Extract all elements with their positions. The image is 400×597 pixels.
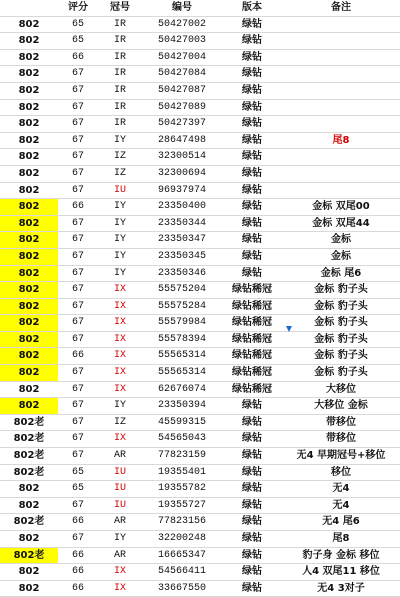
- cell-number[interactable]: 23350347: [142, 232, 222, 249]
- cell-model[interactable]: 802: [0, 348, 58, 365]
- cell-version[interactable]: 绿钻: [222, 514, 282, 531]
- cell-number[interactable]: 55579984: [142, 315, 222, 332]
- cell-number[interactable]: 23350400: [142, 199, 222, 216]
- cell-score[interactable]: 67: [58, 265, 98, 282]
- cell-score[interactable]: 67: [58, 331, 98, 348]
- cell-version[interactable]: 绿钻: [222, 49, 282, 66]
- cell-note[interactable]: 豹子身 金标 移位: [282, 547, 400, 564]
- cell-model[interactable]: 802: [0, 531, 58, 548]
- table-row: [0, 66, 400, 83]
- cell-number[interactable]: 23350394: [142, 398, 222, 415]
- table-row: [0, 315, 400, 332]
- cell-model[interactable]: 802: [0, 381, 58, 398]
- cell-crown[interactable]: IY: [98, 215, 142, 232]
- cell-score[interactable]: 65: [58, 16, 98, 33]
- cell-version[interactable]: 绿钻: [222, 431, 282, 448]
- cell-model[interactable]: 802: [0, 265, 58, 282]
- cell-score[interactable]: 65: [58, 33, 98, 50]
- table-row: [0, 398, 400, 415]
- cell-score[interactable]: 67: [58, 99, 98, 116]
- cell-number[interactable]: 50427003: [142, 33, 222, 50]
- cell-note[interactable]: 金标 豹子头: [282, 282, 400, 299]
- cell-note[interactable]: 金标 豹子头: [282, 365, 400, 382]
- table-row: [0, 99, 400, 116]
- cell-version[interactable]: 绿钻: [222, 199, 282, 216]
- cell-model[interactable]: 802: [0, 82, 58, 99]
- table-row: [0, 348, 400, 365]
- cell-note[interactable]: [282, 49, 400, 66]
- cell-note[interactable]: [282, 82, 400, 99]
- column-header-number[interactable]: 编号: [142, 0, 222, 16]
- cell-number[interactable]: 23350346: [142, 265, 222, 282]
- cell-note[interactable]: [282, 33, 400, 50]
- cell-version[interactable]: 绿钻稀冠: [222, 298, 282, 315]
- table-row: [0, 414, 400, 431]
- cell-score[interactable]: 67: [58, 414, 98, 431]
- cell-score[interactable]: 67: [58, 448, 98, 465]
- table-row: [0, 464, 400, 481]
- cell-note[interactable]: [282, 116, 400, 133]
- cell-score[interactable]: 66: [58, 348, 98, 365]
- cell-number[interactable]: 96937974: [142, 182, 222, 199]
- cell-score[interactable]: 67: [58, 232, 98, 249]
- column-header-model[interactable]: [0, 0, 58, 16]
- cell-model[interactable]: 802: [0, 33, 58, 50]
- cell-model[interactable]: 802: [0, 365, 58, 382]
- cell-note[interactable]: 金标 豹子头: [282, 331, 400, 348]
- cell-number[interactable]: 45599315: [142, 414, 222, 431]
- cell-note[interactable]: 移位: [282, 464, 400, 481]
- cell-model[interactable]: 802: [0, 232, 58, 249]
- cell-note[interactable]: 无4 3对子: [282, 580, 400, 597]
- table-row: [0, 282, 400, 299]
- cell-score[interactable]: 67: [58, 165, 98, 182]
- cell-version[interactable]: 绿钻: [222, 481, 282, 498]
- cell-crown[interactable]: IY: [98, 398, 142, 415]
- cell-version[interactable]: 绿钻: [222, 547, 282, 564]
- cell-version[interactable]: 绿钻: [222, 564, 282, 581]
- cell-model[interactable]: 802: [0, 132, 58, 149]
- cell-model[interactable]: 802: [0, 182, 58, 199]
- cell-number[interactable]: 50427087: [142, 82, 222, 99]
- cell-score[interactable]: 67: [58, 398, 98, 415]
- cell-version[interactable]: 绿钻: [222, 215, 282, 232]
- cell-crown[interactable]: IU: [98, 481, 142, 498]
- cell-crown[interactable]: IZ: [98, 414, 142, 431]
- cell-note[interactable]: 金标 尾6: [282, 265, 400, 282]
- table-body: [0, 16, 400, 597]
- cell-model[interactable]: 802老: [0, 547, 58, 564]
- cell-score[interactable]: 67: [58, 365, 98, 382]
- cell-model[interactable]: 802: [0, 580, 58, 597]
- cell-note[interactable]: 尾8: [282, 132, 400, 149]
- cell-version[interactable]: 绿钻稀冠: [222, 315, 282, 332]
- table-row: [0, 33, 400, 50]
- cell-note[interactable]: 金标: [282, 232, 400, 249]
- cell-crown[interactable]: IX: [98, 580, 142, 597]
- cell-crown[interactable]: IX: [98, 331, 142, 348]
- cell-score[interactable]: 67: [58, 381, 98, 398]
- cell-crown[interactable]: IX: [98, 282, 142, 299]
- cell-version[interactable]: 绿钻稀冠: [222, 381, 282, 398]
- cell-version[interactable]: 绿钻: [222, 448, 282, 465]
- cell-crown[interactable]: IR: [98, 66, 142, 83]
- cell-score[interactable]: 66: [58, 199, 98, 216]
- cell-crown[interactable]: IR: [98, 82, 142, 99]
- table-row: [0, 497, 400, 514]
- cell-note[interactable]: 大移位: [282, 381, 400, 398]
- cell-note[interactable]: [282, 182, 400, 199]
- table-row: [0, 481, 400, 498]
- cell-crown[interactable]: IZ: [98, 165, 142, 182]
- cell-score[interactable]: 66: [58, 547, 98, 564]
- cell-version[interactable]: 绿钻: [222, 182, 282, 199]
- cell-version[interactable]: 绿钻: [222, 33, 282, 50]
- cell-crown[interactable]: AR: [98, 448, 142, 465]
- cell-score[interactable]: 67: [58, 282, 98, 299]
- cell-version[interactable]: 绿钻: [222, 82, 282, 99]
- cell-number[interactable]: 32300514: [142, 149, 222, 166]
- cell-score[interactable]: 67: [58, 298, 98, 315]
- cell-crown[interactable]: IR: [98, 33, 142, 50]
- cell-number[interactable]: 55565314: [142, 348, 222, 365]
- cell-model[interactable]: 802: [0, 66, 58, 83]
- table-row: [0, 547, 400, 564]
- cell-crown[interactable]: IX: [98, 564, 142, 581]
- cell-version[interactable]: 绿钻: [222, 149, 282, 166]
- cell-crown[interactable]: IR: [98, 116, 142, 133]
- table-row: [0, 149, 400, 166]
- cell-crown[interactable]: IY: [98, 199, 142, 216]
- cell-number[interactable]: 55575284: [142, 298, 222, 315]
- cell-version[interactable]: 绿钻: [222, 531, 282, 548]
- cell-note[interactable]: [282, 165, 400, 182]
- cell-note[interactable]: 金标: [282, 248, 400, 265]
- table-row: [0, 365, 400, 382]
- cell-version[interactable]: 绿钻: [222, 248, 282, 265]
- cell-number[interactable]: 54565043: [142, 431, 222, 448]
- cell-number[interactable]: 28647498: [142, 132, 222, 149]
- cell-model[interactable]: 802: [0, 315, 58, 332]
- cell-score[interactable]: 67: [58, 116, 98, 133]
- cell-version[interactable]: 绿钻: [222, 116, 282, 133]
- cell-version[interactable]: 绿钻: [222, 132, 282, 149]
- cell-note[interactable]: 金标 豹子头: [282, 348, 400, 365]
- cell-crown[interactable]: IY: [98, 531, 142, 548]
- column-header-score[interactable]: 评分: [58, 0, 98, 16]
- cell-version[interactable]: 绿钻: [222, 580, 282, 597]
- cell-score[interactable]: 67: [58, 431, 98, 448]
- cell-version[interactable]: 绿钻: [222, 265, 282, 282]
- cell-crown[interactable]: IU: [98, 182, 142, 199]
- cell-model[interactable]: 802: [0, 564, 58, 581]
- cell-note[interactable]: 人4 双尾11 移位: [282, 564, 400, 581]
- cell-model[interactable]: 802: [0, 331, 58, 348]
- cell-model[interactable]: 802: [0, 282, 58, 299]
- cell-note[interactable]: 无4 尾6: [282, 514, 400, 531]
- cell-model[interactable]: 802: [0, 49, 58, 66]
- cell-note[interactable]: 金标 双尾00: [282, 199, 400, 216]
- cell-version[interactable]: 绿钻: [222, 232, 282, 249]
- cell-score[interactable]: 66: [58, 564, 98, 581]
- cell-number[interactable]: 77823156: [142, 514, 222, 531]
- cell-crown[interactable]: IR: [98, 99, 142, 116]
- cell-number[interactable]: 55565314: [142, 365, 222, 382]
- cell-crown[interactable]: IZ: [98, 149, 142, 166]
- cell-model[interactable]: 802: [0, 398, 58, 415]
- cell-number[interactable]: 32200248: [142, 531, 222, 548]
- cell-number[interactable]: 55578394: [142, 331, 222, 348]
- cell-crown[interactable]: IX: [98, 431, 142, 448]
- cell-version[interactable]: 绿钻: [222, 497, 282, 514]
- cell-crown[interactable]: IU: [98, 497, 142, 514]
- cell-note[interactable]: 大移位 金标: [282, 398, 400, 415]
- cell-note[interactable]: 金标 豹子头: [282, 298, 400, 315]
- cell-note[interactable]: [282, 149, 400, 166]
- column-header-version[interactable]: 版本: [222, 0, 282, 16]
- table-row: [0, 182, 400, 199]
- column-header-crown[interactable]: 冠号: [98, 0, 142, 16]
- cell-number[interactable]: 23350344: [142, 215, 222, 232]
- table-row: [0, 82, 400, 99]
- cell-note[interactable]: 金标 豹子头: [282, 315, 400, 332]
- cell-crown[interactable]: IX: [98, 381, 142, 398]
- cell-note[interactable]: 带移位: [282, 431, 400, 448]
- cell-model[interactable]: 802: [0, 199, 58, 216]
- cell-number[interactable]: 77823159: [142, 448, 222, 465]
- cell-score[interactable]: 67: [58, 497, 98, 514]
- cell-crown[interactable]: IY: [98, 248, 142, 265]
- column-header-note[interactable]: 备注: [282, 0, 400, 16]
- cell-score[interactable]: 67: [58, 132, 98, 149]
- cell-score[interactable]: 67: [58, 82, 98, 99]
- cell-number[interactable]: 62676074: [142, 381, 222, 398]
- table-row: [0, 431, 400, 448]
- table-row: [0, 248, 400, 265]
- cell-number[interactable]: 19355782: [142, 481, 222, 498]
- table-row: [0, 298, 400, 315]
- table-row: [0, 199, 400, 216]
- cell-crown[interactable]: IU: [98, 464, 142, 481]
- cell-version[interactable]: 绿钻: [222, 99, 282, 116]
- cell-number[interactable]: 50427084: [142, 66, 222, 83]
- table-row: [0, 215, 400, 232]
- cell-model[interactable]: 802: [0, 248, 58, 265]
- cell-model[interactable]: 802老: [0, 414, 58, 431]
- cell-crown[interactable]: AR: [98, 547, 142, 564]
- cell-version[interactable]: 绿钻稀冠: [222, 282, 282, 299]
- table-row: [0, 331, 400, 348]
- cell-number[interactable]: 50427004: [142, 49, 222, 66]
- table-row: [0, 232, 400, 249]
- cell-score[interactable]: 67: [58, 182, 98, 199]
- table-row: [0, 448, 400, 465]
- cell-number[interactable]: 55575204: [142, 282, 222, 299]
- table-row: [0, 564, 400, 581]
- cell-note[interactable]: [282, 99, 400, 116]
- header-row: [0, 0, 400, 16]
- cell-crown[interactable]: IR: [98, 49, 142, 66]
- cell-note[interactable]: 金标 双尾44: [282, 215, 400, 232]
- cell-number[interactable]: 32300694: [142, 165, 222, 182]
- cell-version[interactable]: 绿钻稀冠: [222, 365, 282, 382]
- cell-crown[interactable]: IX: [98, 348, 142, 365]
- cell-note[interactable]: [282, 66, 400, 83]
- cell-score[interactable]: 67: [58, 315, 98, 332]
- cell-note[interactable]: 无4: [282, 497, 400, 514]
- cell-score[interactable]: 66: [58, 49, 98, 66]
- cell-model[interactable]: 802老: [0, 464, 58, 481]
- cell-comment-marker: [286, 326, 292, 332]
- cell-model[interactable]: 802: [0, 497, 58, 514]
- cell-number[interactable]: 50427089: [142, 99, 222, 116]
- table-row: [0, 49, 400, 66]
- cell-crown[interactable]: IY: [98, 132, 142, 149]
- cell-model[interactable]: 802: [0, 16, 58, 33]
- cell-score[interactable]: 67: [58, 66, 98, 83]
- cell-model[interactable]: 802老: [0, 448, 58, 465]
- table-row: [0, 116, 400, 133]
- cell-score[interactable]: 65: [58, 481, 98, 498]
- table-row: [0, 580, 400, 597]
- cell-score[interactable]: 67: [58, 248, 98, 265]
- cell-version[interactable]: 绿钻: [222, 414, 282, 431]
- table-row: [0, 165, 400, 182]
- cell-model[interactable]: 802: [0, 165, 58, 182]
- cell-version[interactable]: 绿钻: [222, 464, 282, 481]
- cell-number[interactable]: 50427002: [142, 16, 222, 33]
- cell-score[interactable]: 66: [58, 514, 98, 531]
- cell-model[interactable]: 802老: [0, 514, 58, 531]
- cell-score[interactable]: 67: [58, 531, 98, 548]
- table-row: [0, 531, 400, 548]
- cell-version[interactable]: 绿钻: [222, 16, 282, 33]
- cell-number[interactable]: 19355727: [142, 497, 222, 514]
- cell-crown[interactable]: IR: [98, 16, 142, 33]
- cell-crown[interactable]: IX: [98, 298, 142, 315]
- cell-note[interactable]: 带移位: [282, 414, 400, 431]
- table-row: [0, 132, 400, 149]
- cell-score[interactable]: 67: [58, 149, 98, 166]
- cell-score[interactable]: 66: [58, 580, 98, 597]
- cell-number[interactable]: 16665347: [142, 547, 222, 564]
- cell-crown[interactable]: IY: [98, 265, 142, 282]
- cell-model[interactable]: 802: [0, 298, 58, 315]
- cell-number[interactable]: 19355401: [142, 464, 222, 481]
- cell-model[interactable]: 802老: [0, 431, 58, 448]
- cell-note[interactable]: [282, 16, 400, 33]
- table-row: [0, 381, 400, 398]
- cell-version[interactable]: 绿钻: [222, 165, 282, 182]
- cell-number[interactable]: 23350345: [142, 248, 222, 265]
- cell-number[interactable]: 50427397: [142, 116, 222, 133]
- cell-version[interactable]: 绿钻稀冠: [222, 348, 282, 365]
- cell-note[interactable]: 尾8: [282, 531, 400, 548]
- cell-version[interactable]: 绿钻: [222, 66, 282, 83]
- cell-crown[interactable]: IX: [98, 315, 142, 332]
- cell-number[interactable]: 54566411: [142, 564, 222, 581]
- cell-model[interactable]: 802: [0, 149, 58, 166]
- cell-crown[interactable]: IY: [98, 232, 142, 249]
- cell-version[interactable]: 绿钻: [222, 398, 282, 415]
- table-row: [0, 16, 400, 33]
- cell-note[interactable]: 无4 早期冠号+移位: [282, 448, 400, 465]
- cell-model[interactable]: 802: [0, 99, 58, 116]
- cell-note[interactable]: 无4: [282, 481, 400, 498]
- cell-crown[interactable]: AR: [98, 514, 142, 531]
- cell-score[interactable]: 67: [58, 215, 98, 232]
- table-row: [0, 265, 400, 282]
- cell-number[interactable]: 33667550: [142, 580, 222, 597]
- table-row: [0, 514, 400, 531]
- cell-crown[interactable]: IX: [98, 365, 142, 382]
- cell-model[interactable]: 802: [0, 481, 58, 498]
- cell-score[interactable]: 65: [58, 464, 98, 481]
- cell-model[interactable]: 802: [0, 116, 58, 133]
- cell-model[interactable]: 802: [0, 215, 58, 232]
- cell-version[interactable]: 绿钻稀冠: [222, 331, 282, 348]
